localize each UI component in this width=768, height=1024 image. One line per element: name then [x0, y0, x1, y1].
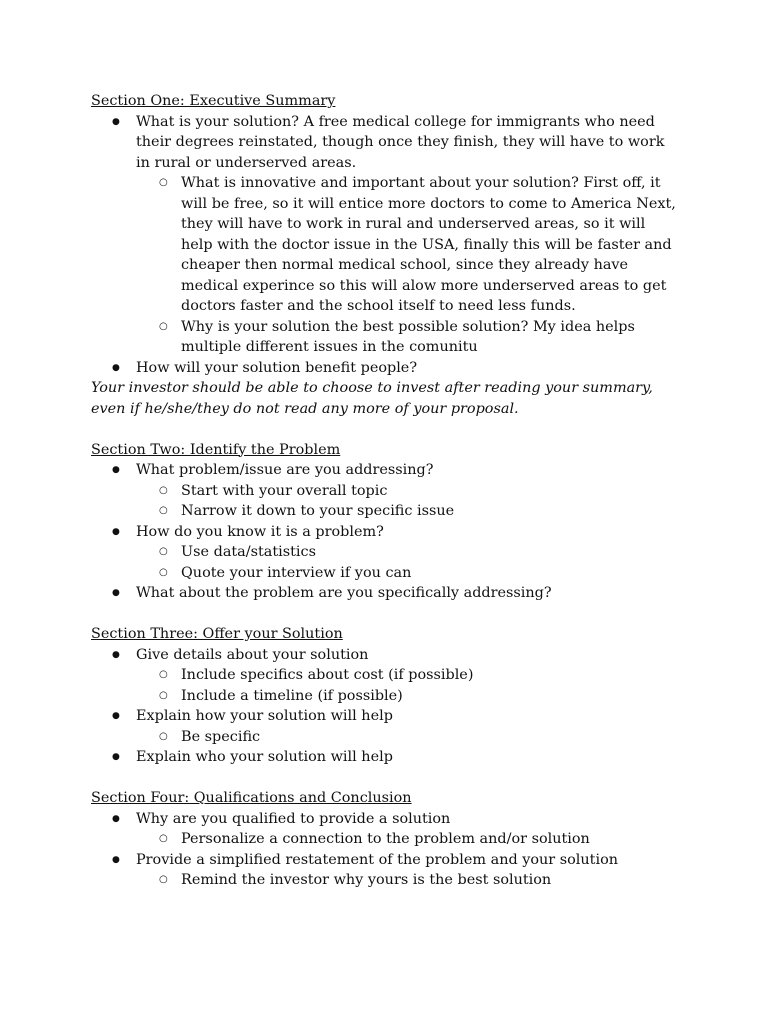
document-page — [91, 91, 691, 891]
sub-list-item-text: Start with your overall topic — [181, 482, 388, 499]
sub-list-item-text: Include specifics about cost (if possible) — [181, 667, 474, 683]
list-item — [91, 809, 691, 850]
list-item-text: ● Explain how your solution will help — [136, 708, 393, 724]
spacer — [91, 604, 691, 625]
list-item — [91, 850, 691, 891]
section-three-heading: Section Three: Offer your Solution — [91, 626, 343, 642]
list-item-text: ● What about the problem are you specifically addressing? — [136, 585, 552, 601]
sub-list-item — [136, 542, 691, 563]
section-two-list — [91, 460, 691, 604]
sub-list-item — [136, 501, 691, 522]
list-item-text: ● Give details about your solution — [136, 646, 369, 663]
sub-list-item — [136, 870, 691, 891]
sub-list-item-text: ○ What is innovative and important about your solution? First off, it will be free, so it will entice more doctors to come to America Next, they will have to work in rural and underserved areas, so it will help with the doctor issue in the USA, finally this will be faster and cheaper then normal medical school, since they already have medical experince so this will alow more underserved areas to get doctors faster and the school itself to need less funds. — [181, 175, 676, 314]
sub-list-item — [136, 173, 681, 317]
section-one-heading: Section One: Executive Summary — [91, 93, 336, 109]
list-item — [91, 112, 681, 358]
sub-list — [136, 829, 691, 850]
sub-list-item-text: Remind the investor why yours is the best solution — [181, 872, 552, 888]
sub-list-item-text: Personalize a connection to the problem and/or solution — [181, 831, 590, 847]
section-three-list — [91, 645, 691, 768]
sub-list-item — [136, 563, 691, 584]
spacer — [91, 419, 691, 440]
list-item — [91, 460, 691, 522]
list-item-text: ● Provide a simplified restatement of the problem and your solution — [136, 851, 618, 868]
sub-list-item — [136, 686, 691, 707]
list-item-text: ● What is your solution? A free medical college for immigrants who need their degrees reinstated, though once they finish, they will have to work in rural or underserved areas. — [136, 113, 665, 171]
sub-list-item-text: Include a timeline (if possible) — [181, 687, 403, 704]
sub-list — [136, 727, 691, 748]
sub-list — [136, 870, 691, 891]
investor-note: Your investor should be able to choose to invest after reading your summary, even if he/she/they do not read any more of your proposal. — [91, 380, 653, 417]
list-item — [91, 583, 691, 604]
section-four-heading: Section Four: Qualifications and Conclusion — [91, 790, 412, 806]
list-item-text: ● Why are you qualified to provide a solution — [136, 810, 451, 827]
sub-list-item — [136, 665, 691, 686]
section-one-list — [91, 112, 691, 379]
sub-list-item-text: Use data/statistics — [181, 544, 316, 560]
sub-list-item — [136, 481, 691, 502]
sub-list — [136, 481, 691, 522]
sub-list-item-text: ○ Why is your solution the best possible solution? My idea helps multiple different issues in the comunitu — [181, 318, 635, 355]
list-item — [91, 645, 691, 707]
list-item-text: ● What problem/issue are you addressing? — [136, 462, 434, 478]
list-item — [91, 358, 691, 379]
list-item — [91, 747, 691, 768]
sub-list-item-text: Be specific — [181, 728, 261, 745]
section-four-list — [91, 809, 691, 891]
sub-list — [136, 173, 681, 358]
sub-list-item — [136, 727, 691, 748]
sub-list — [136, 665, 691, 706]
section-two-heading: Section Two: Identify the Problem — [91, 441, 341, 458]
list-item — [91, 706, 691, 747]
list-item-text: ● Explain who your solution will help — [136, 749, 393, 765]
sub-list-item — [136, 317, 661, 358]
sub-list-item — [136, 829, 691, 850]
sub-list-item-text: Quote your interview if you can — [181, 564, 412, 581]
spacer — [91, 768, 691, 789]
sub-list-item-text: Narrow it down to your specific issue — [181, 503, 455, 519]
list-item-text: ● How do you know it is a problem? — [136, 523, 384, 540]
sub-list — [136, 542, 691, 583]
list-item — [91, 522, 691, 584]
list-item-text: ● How will your solution benefit people? — [136, 359, 418, 376]
